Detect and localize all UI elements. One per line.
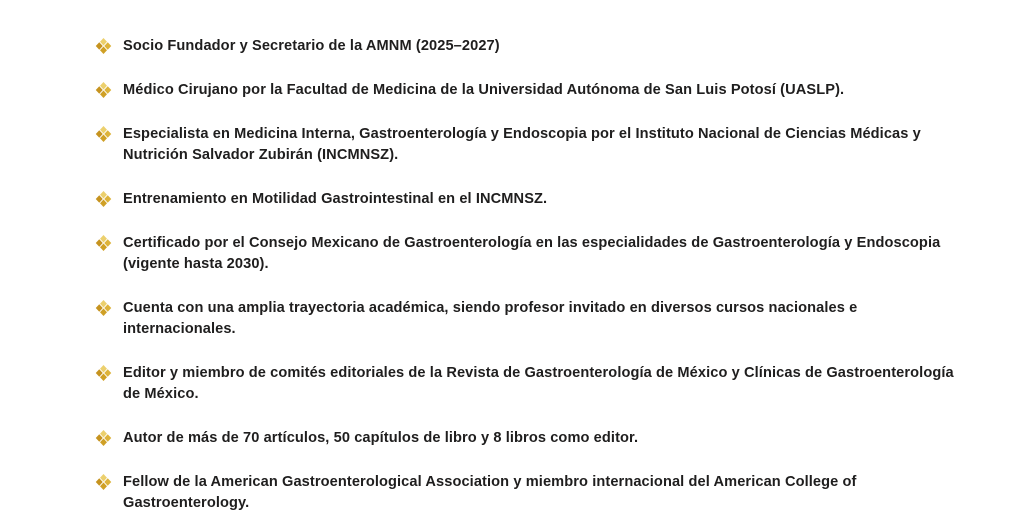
list-item-text: Cuenta con una amplia trayectoria académica, siendo profesor invitado en diversos cursos nacionales e internacionales. xyxy=(123,300,858,337)
list-item xyxy=(95,363,954,405)
list-item-text: Socio Fundador y Secretario de la AMNM (2025–2027) xyxy=(123,38,500,54)
diamond-cluster-icon xyxy=(95,473,112,491)
list-item-text: Certificado por el Consejo Mexicano de Gastroenterología en las especialidades de Gastroenterología y Endoscopia (vigente hasta 2030). xyxy=(123,235,941,272)
list-item xyxy=(95,428,954,449)
list-item-text: Especialista en Medicina Interna, Gastroenterología y Endoscopia por el Instituto Nacional de Ciencias Médicas y Nutrición Salvador Zubirán (INCMNSZ). xyxy=(123,126,921,163)
list-item xyxy=(95,36,954,57)
diamond-cluster-icon xyxy=(95,190,112,208)
list-item-text: Autor de más de 70 artículos, 50 capítulos de libro y 8 libros como editor. xyxy=(123,430,639,446)
list-item xyxy=(95,80,954,101)
list-item-text: Médico Cirujano por la Facultad de Medicina de la Universidad Autónoma de San Luis Potosí (UASLP). xyxy=(123,82,845,98)
list-item xyxy=(95,233,954,275)
diamond-cluster-icon xyxy=(95,81,112,99)
list-item xyxy=(95,298,954,340)
list-item xyxy=(95,124,954,166)
list-item-text: Editor y miembro de comités editoriales de la Revista de Gastroenterología de México y Clínicas de Gastroenterología de México. xyxy=(123,365,954,402)
list-item xyxy=(95,472,954,514)
credentials-list xyxy=(95,36,954,514)
diamond-cluster-icon xyxy=(95,125,112,143)
list-item-text: Fellow de la American Gastroenterological Association y miembro internacional del American College of Gastroenterology. xyxy=(123,474,857,511)
diamond-cluster-icon xyxy=(95,234,112,252)
list-item xyxy=(95,189,954,210)
diamond-cluster-icon xyxy=(95,429,112,447)
list-item-text: Entrenamiento en Motilidad Gastrointestinal en el INCMNSZ. xyxy=(123,191,548,207)
diamond-cluster-icon xyxy=(95,364,112,382)
diamond-cluster-icon xyxy=(95,37,112,55)
diamond-cluster-icon xyxy=(95,299,112,317)
